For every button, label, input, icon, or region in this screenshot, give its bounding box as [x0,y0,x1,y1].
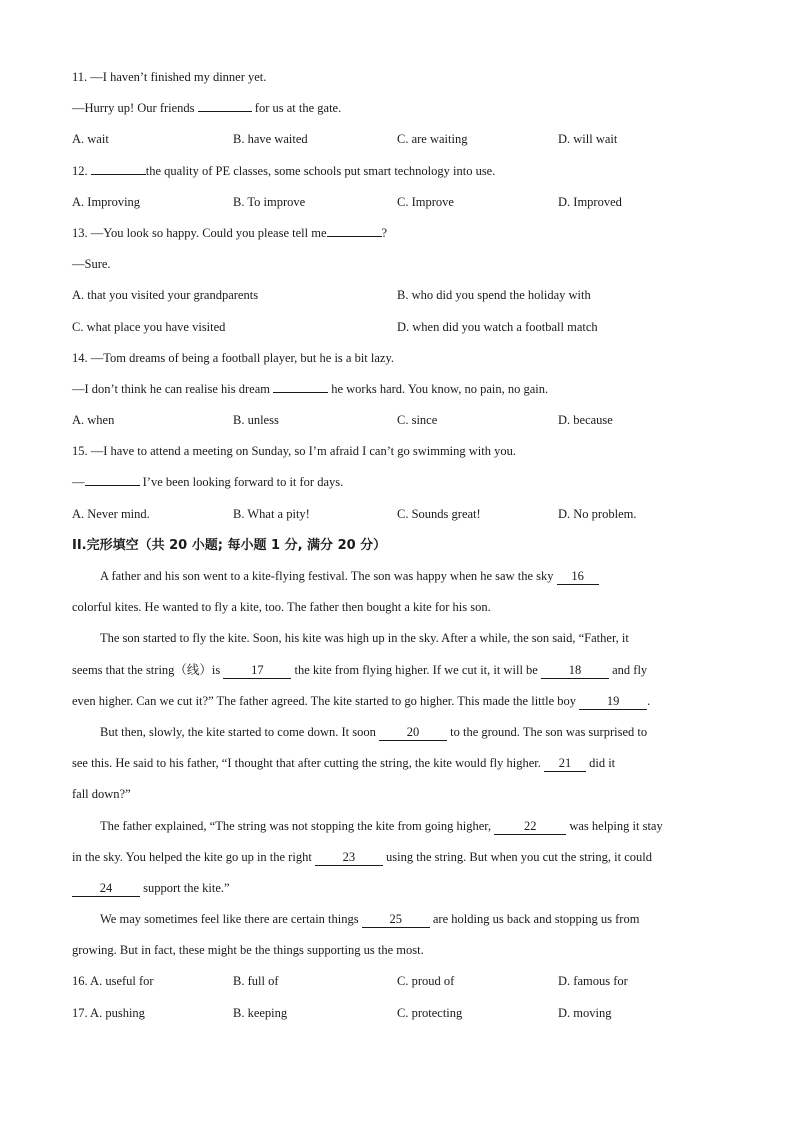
q15-answer-blank[interactable] [85,470,140,486]
q13-options-row1 [72,280,722,311]
passage-text: A father and his son went to a kite-flying festival. The son was happy when he saw the sky [100,569,554,583]
q14-line2-pre: —I don’t think he can realise his dream [72,381,270,396]
q13-stem-text: 13. —You look so happy. Could you please tell me [72,225,327,240]
q14-option-d[interactable]: D. because [558,413,613,428]
blank-20[interactable]: 20 [379,725,447,741]
q17-option-d[interactable]: D. moving [558,1005,612,1020]
blank-22[interactable]: 22 [494,819,566,835]
passage-text: even higher. Can we cut it?” The father agreed. The kite started to go higher. This made the little boy [72,693,577,708]
q11-option-b[interactable]: B. have waited [233,132,308,147]
q15-stem: 15. —I have to attend a meeting on Sunday, so I’m afraid I can’t go swimming with you. [72,444,517,459]
q13-option-b[interactable]: B. who did you spend the holiday with [397,288,591,303]
q15-option-b[interactable]: B. What a pity! [233,506,310,521]
passage-p3-line1 [72,717,722,748]
passage-p3-line3: fall down?” [72,787,131,802]
q17-options [72,998,722,1029]
q17-option-b[interactable]: B. keeping [233,1005,288,1020]
passage-p2-line1: The son started to fly the kite. Soon, his kite was high up in the sky. After a while, the son said, “Father, it [100,631,629,646]
passage-p3-line2 [72,748,722,779]
q14-option-a[interactable]: A. when [72,413,115,428]
q16-option-c[interactable]: C. proud of [397,974,455,989]
passage-p4-line2 [72,842,722,873]
q11-option-a[interactable]: A. wait [72,132,109,147]
q13-reply: —Sure. [72,257,111,272]
passage-text: in the sky. You helped the kite go up in the right [72,849,312,864]
passage-p5-line2: growing. But in fact, these might be the things supporting us the most. [72,943,424,958]
q11-line2-pre: —Hurry up! Our friends [72,101,195,116]
q12-options [72,187,722,218]
passage-p2-line2 [72,655,722,686]
q11-option-d[interactable]: D. will wait [558,132,618,147]
q15-option-c[interactable]: C. Sounds great! [397,506,481,521]
q14-stem: 14. —Tom dreams of being a football player, but he is a bit lazy. [72,350,395,365]
passage-text: the kite from flying higher. If we cut it, it will be [294,662,538,677]
passage-text: support the kite.” [143,880,230,895]
q15-line2-pre: — [72,475,85,490]
q13-stem-end: ? [381,225,388,240]
q15-option-a[interactable]: A. Never mind. [72,506,150,521]
q13-answer-blank[interactable] [327,221,382,237]
q14-options [72,405,722,436]
passage-p5-line1 [72,904,722,935]
blank-21[interactable]: 21 [544,756,586,772]
passage-p1-line1 [72,561,722,592]
blank-24[interactable]: 24 [72,881,140,897]
passage-text: are holding us back and stopping us from [432,912,640,927]
q17-option-c[interactable]: C. protecting [397,1005,463,1020]
q13-option-c[interactable]: C. what place you have visited [72,319,226,334]
passage-text: using the string. But when you cut the string, it could [386,849,652,864]
blank-16[interactable]: 16 [557,569,599,585]
q12-number: 12. [72,163,88,178]
q12-option-b[interactable]: B. To improve [233,194,306,209]
passage-text: to the ground. The son was surprised to [450,724,648,739]
q17-option-a[interactable]: 17. A. pushing [72,1005,145,1020]
blank-18[interactable]: 18 [541,663,609,679]
q11-line2-post: for us at the gate. [254,101,342,116]
passage-text: But then, slowly, the kite started to come down. It soon [100,724,376,739]
q12-answer-blank[interactable] [91,159,146,175]
q13-options-row2 [72,312,722,343]
passage-text: was helping it stay [569,818,663,833]
passage-text: We may sometimes feel like there are certain things [100,912,359,927]
q13-option-d[interactable]: D. when did you watch a football match [397,319,598,334]
q16-option-d[interactable]: D. famous for [558,974,628,989]
q11-answer-blank[interactable] [198,96,252,112]
passage-p1-line2: colorful kites. He wanted to fly a kite, too. The father then bought a kite for his son. [72,600,491,615]
q15-line2-post: I’ve been looking forward to it for days. [142,475,344,490]
passage-text: did it [589,756,616,771]
q12-option-c[interactable]: C. Improve [397,194,454,209]
blank-25[interactable]: 25 [362,912,430,928]
q15-line2 [72,467,722,498]
q14-option-c[interactable]: C. since [397,413,438,428]
blank-23[interactable]: 23 [315,850,383,866]
q15-options [72,499,722,530]
passage-text: The father explained, “The string was not stopping the kite from going higher, [100,818,492,833]
passage-p2-line3 [72,686,722,717]
q13-option-a[interactable]: A. that you visited your grandparents [72,288,259,303]
q12-stem [72,156,722,187]
passage-p4-line3 [72,873,722,904]
passage-text: and fly [612,662,648,677]
q14-line2 [72,374,722,405]
q11-options [72,124,722,155]
q12-option-a[interactable]: A. Improving [72,194,141,209]
section-title: II.完形填空（共 20 小题; 每小题 1 分, 满分 20 分） [72,537,387,553]
q15-option-d[interactable]: D. No problem. [558,506,637,521]
q14-line2-post: he works hard. You know, no pain, no gain. [331,381,549,396]
q12-option-d[interactable]: D. Improved [558,194,622,209]
q11-line2 [72,93,722,124]
exam-page [72,62,722,1029]
q14-option-b[interactable]: B. unless [233,413,279,428]
blank-17[interactable]: 17 [223,663,291,679]
q16-option-a[interactable]: 16. A. useful for [72,974,154,989]
q14-answer-blank[interactable] [273,377,328,393]
q13-stem [72,218,722,249]
q11-option-c[interactable]: C. are waiting [397,132,468,147]
passage-text: see this. He said to his father, “I thought that after cutting the string, the kite would fly higher. [72,756,541,771]
blank-19[interactable]: 19 [579,694,647,710]
passage-text: . [647,693,651,708]
q16-options [72,966,722,997]
q11-stem: 11. —I haven’t finished my dinner yet. [72,70,267,84]
passage-text: seems that the string（线）is [72,662,221,677]
q16-option-b[interactable]: B. full of [233,974,279,989]
passage-p4-line1 [72,811,722,842]
q12-stem-text: the quality of PE classes, some schools put smart technology into use. [145,163,496,178]
